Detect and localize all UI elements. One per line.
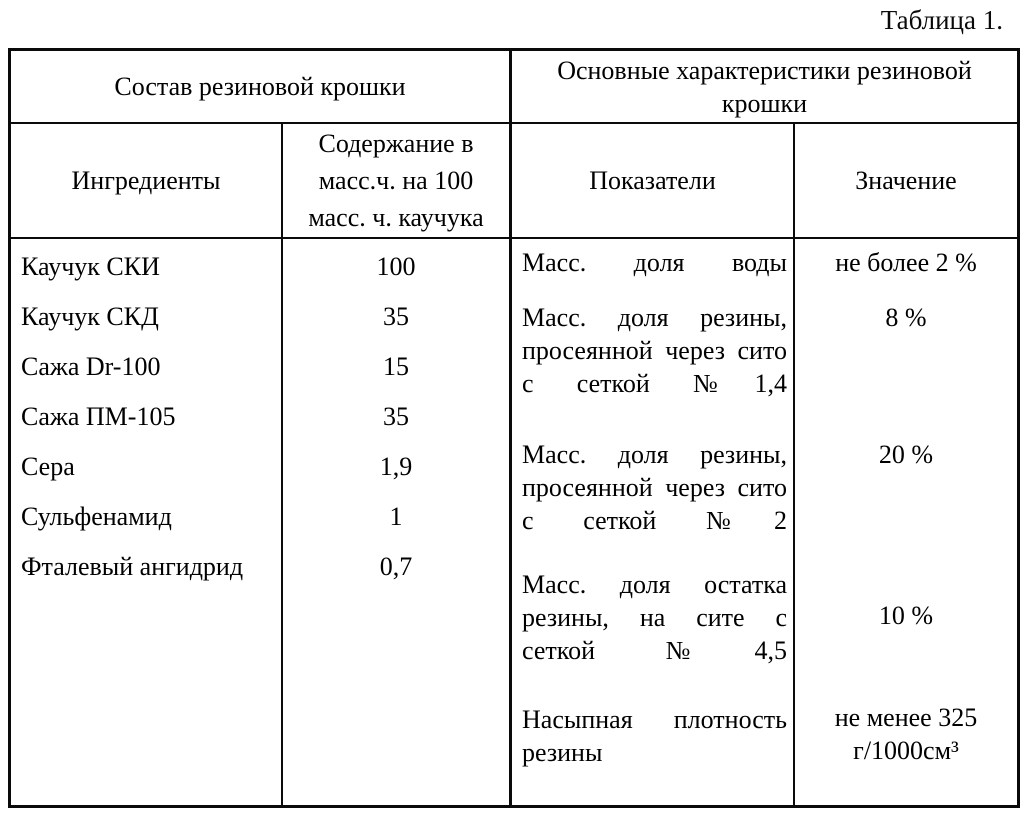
- table-caption: Таблица 1.: [880, 5, 1003, 35]
- value-cell: 20 %: [878, 440, 934, 469]
- indicator-cell: Масс. доля резины, просеянной через сито с сеткой №1,4: [522, 303, 787, 398]
- content-cell: 100: [376, 251, 416, 281]
- column-header-content: Содержание в масс.ч. на 100 масс. ч. каучука: [283, 124, 512, 239]
- ingredient-cell: Сажа Dr-100: [21, 351, 161, 381]
- ingredient-cell: Сульфенамид: [21, 501, 172, 531]
- indicator-cell: Масс. доля резины, просеянной через сито с сеткой №2: [522, 440, 787, 535]
- value-cell: 10 %: [878, 601, 934, 630]
- content-cell: 15: [383, 351, 409, 381]
- content-cell: 1: [389, 501, 403, 531]
- indicator-cell: Насыпная плотность резины: [522, 705, 787, 767]
- value-cell: не более 2 %: [835, 248, 977, 277]
- data-table: [8, 48, 1020, 808]
- column-header-value: Значение: [795, 124, 1017, 239]
- content-column: [283, 239, 512, 805]
- indicator-column: [512, 239, 795, 805]
- content-cell: 35: [383, 301, 409, 331]
- content-cell: 1,9: [379, 451, 413, 481]
- indicator-cell: Масс. доля остатка резины, на сите с сеткой №4,5: [522, 570, 787, 665]
- ingredient-cell: Сера: [21, 451, 75, 481]
- ingredient-column: [11, 239, 283, 805]
- value-column: [795, 239, 1017, 805]
- value-cell: 8 %: [885, 303, 927, 332]
- ingredient-cell: Фталевый ангидрид: [21, 551, 244, 581]
- value-cell: не менее 325 г/1000см³: [834, 703, 978, 765]
- ingredient-cell: Сажа ПМ-105: [21, 401, 176, 431]
- ingredient-cell: Каучук СКИ: [21, 251, 160, 281]
- indicator-cell: Масс. доля воды: [522, 248, 787, 277]
- group-header-composition: Состав резиновой крошки: [11, 51, 512, 124]
- ingredient-cell: Каучук СКД: [21, 301, 159, 331]
- content-cell: 0,7: [379, 551, 413, 581]
- column-header-indicator: Показатели: [512, 124, 795, 239]
- content-cell: 35: [383, 401, 409, 431]
- group-header-characteristics: Основные характеристики резиновой крошки: [512, 51, 1017, 124]
- column-header-ingredient: Ингредиенты: [11, 124, 283, 239]
